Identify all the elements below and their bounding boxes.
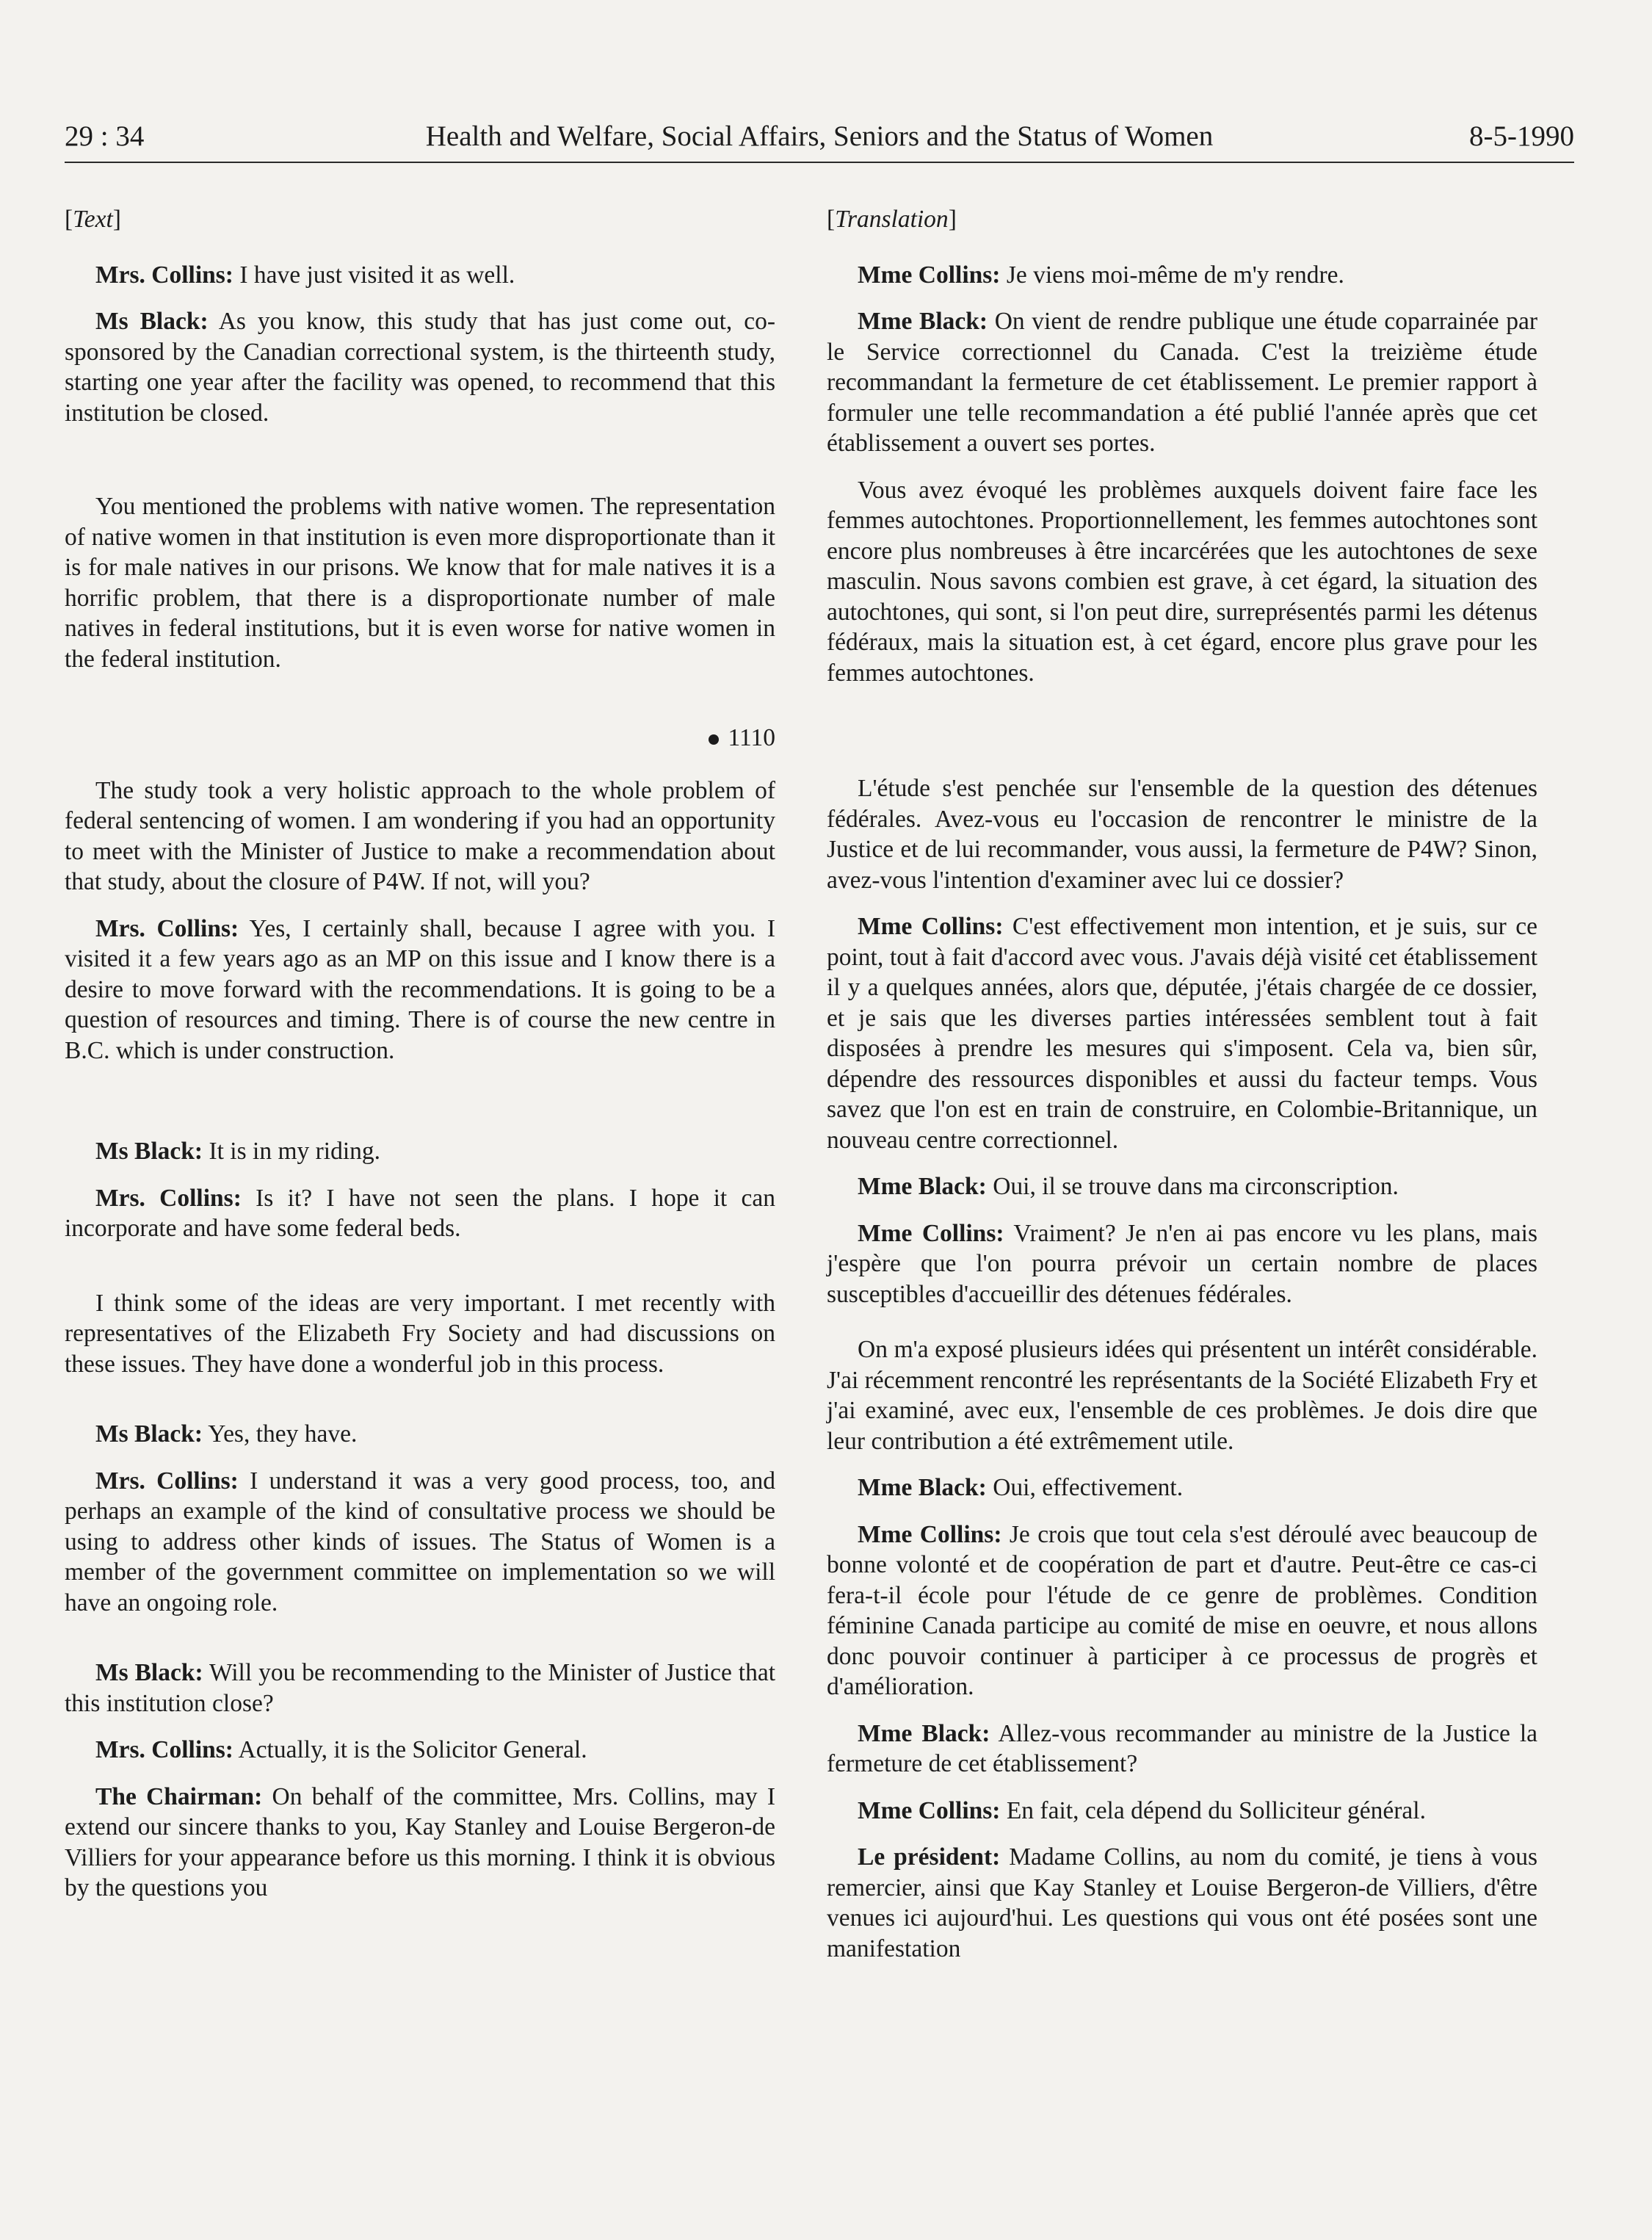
paragraph: On m'a exposé plusieurs idées qui présentent un intérêt considérable. J'ai récemment rencontré les représentants de la Société Elizabeth Fry et j'ai examiné, avec eux, l'ensemble de ces problèmes. Je dois dire que leur contribution a été extrêmement utile.: [827, 1336, 1537, 1455]
paragraph: Vous avez évoqué les problèmes auxquels doivent faire face les femmes autochtones. Proportionnellement, les femmes autochtones sont encore plus nombreuses à être incarcérées que les autochtones de sexe masculin. Nous savons combien est grave, à cet égard, la situation des autochtones, qui sont, si l'on peut dire, surreprésentés parmi les détenus fédéraux, mais la situation est, à cet égard, encore plus grave pour les femmes autochtones.: [827, 476, 1537, 687]
speaker-name: Ms Black:: [95, 1420, 203, 1448]
speaker-name: Mrs. Collins:: [95, 914, 239, 942]
language-label: [Text]: [65, 206, 121, 233]
speaker-name: Mme Collins:: [858, 261, 1001, 289]
speaker-name: Le président:: [858, 1843, 1001, 1871]
page-title: Health and Welfare, Social Affairs, Seniors and the Status of Women: [425, 120, 1214, 152]
speaker-name: Mme Black:: [858, 1719, 990, 1747]
paragraph: Ms Black: As you know, this study that has just come out, co-sponsored by the Canadian correctional system, is the thirteenth study, starting one year after the facility was opened, to recommend that this institution be closed.: [65, 308, 776, 427]
speaker-name: Mme Black:: [858, 1173, 987, 1200]
speaker-name: Mrs. Collins:: [95, 1467, 239, 1495]
speaker-name: Mrs. Collins:: [95, 1736, 233, 1763]
paragraph: You mentioned the problems with native women. The representation of native women in that institution is even more disproportionate than it is for male natives in our prisons. We know that for male natives it is a horrific problem, that there is a disproportionate number of male natives in federal institutions, but it is even worse for native women in the federal institution.: [65, 493, 775, 673]
speaker-name: Mme Black:: [858, 308, 988, 335]
speaker-name: Mrs. Collins:: [95, 1184, 242, 1212]
speaker-name: Mme Collins:: [858, 1520, 1002, 1548]
paragraph: I think some of the ideas are very important. I met recently with representatives of the Elizabeth Fry Society and had discussions on these issues. They have done a wonderful job in this process.: [65, 1289, 775, 1378]
speaker-name: Mme Collins:: [858, 1796, 1001, 1824]
bullet-icon: [709, 734, 719, 745]
language-label: [Translation]: [827, 206, 957, 233]
paragraph: Mme Black: On vient de rendre publique une étude coparrainée par le Service correctionnel du Canada. C'est la treizième étude recommandant la fermeture de cet établissement. Le premier rapport à formuler une telle recommandation a été publié l'année après que cet établissement a ouvert ses portes.: [827, 308, 1538, 457]
paragraph: Ms Black: Will you be recommending to the Minister of Justice that this institution close?: [65, 1659, 776, 1717]
paragraph: Mme Collins: C'est effectivement mon intention, et je suis, sur ce point, tout à fait d'accord avec vous. J'avais déjà visité cet établissement il y a quelques années, alors que, députée, j'étais chargée de ce dossier, et je sais que les diverses parties intéressées semblent tout à fait disposées à prendre les mesures qui s'imposent. Cela va, bien sûr, dépendre des ressources disponibles et aussi du facteur temps. Vous savez que l'on est en train de construire, en Colombie-Britannique, un nouveau centre correctionnel.: [827, 913, 1537, 1154]
paragraph: Mme Black: Oui, il se trouve dans ma circonscription.: [858, 1173, 1399, 1200]
speaker-name: Ms Black:: [95, 1138, 203, 1165]
paragraph: Mme Black: Allez-vous recommander au ministre de la Justice la fermeture de cet établissement?: [827, 1719, 1537, 1777]
paragraph: L'étude s'est penchée sur l'ensemble de la question des détenues fédérales. Avez-vous eu l'occasion de rencontrer le ministre de la Justice et de lui recommander, vous aussi, la fermeture de P4W? Sinon, avez-vous l'intention d'examiner avec lui ce dossier?: [827, 775, 1537, 894]
paragraph: Le président: Madame Collins, au nom du comité, je tiens à vous remercier, ainsi que Kay Stanley et Louise Bergeron-de Villiers, d'être venues ici aujourd'hui. Les questions qui vous ont été posées sont une manifestation: [827, 1843, 1537, 1962]
time-marker: 1110: [65, 723, 775, 754]
paragraph: Mrs. Collins: Actually, it is the Solicitor General.: [95, 1736, 587, 1763]
speaker-name: Ms Black:: [95, 1659, 203, 1686]
speaker-name: Mrs. Collins:: [95, 261, 233, 289]
french-column: [827, 204, 1537, 1964]
english-column: [65, 204, 775, 1904]
paragraph: Mme Collins: Je viens moi-même de m'y rendre.: [858, 261, 1344, 289]
speaker-name: The Chairman:: [95, 1782, 263, 1810]
paragraph: Mrs. Collins: I understand it was a very good process, too, and perhaps an example of the kind of consultative process we should be using to address other kinds of issues. The Status of Women is a member of the government committee on implementation so we will have an ongoing role.: [65, 1467, 775, 1616]
paragraph: The study took a very holistic approach to the whole problem of federal sentencing of women. I am wondering if you had an opportunity to meet with the Minister of Justice to make a recommendation about that study, about the closure of P4W. If not, will you?: [65, 776, 775, 895]
speaker-name: Ms Black:: [95, 308, 209, 335]
page-date: 8-5-1990: [1469, 120, 1574, 152]
speaker-name: Mme Black:: [858, 1474, 987, 1501]
paragraph: Mme Black: Oui, effectivement.: [858, 1474, 1184, 1501]
paragraph: Ms Black: It is in my riding.: [95, 1138, 381, 1165]
paragraph: Mrs. Collins: Yes, I certainly shall, because I agree with you. I visited it a few years ago as an MP on this issue and I know there is a desire to move forward with the recommendations. It is going to be a question of resources and timing. There is of course the new centre in B.C. which is under construction.: [65, 914, 775, 1064]
page-number: 29 : 34: [65, 120, 145, 152]
paragraph: Mme Collins: Je crois que tout cela s'est déroulé avec beaucoup de bonne volonté et de coopération de part et d'autre. Peut-être ce cas-ci fera-t-il école pour l'étude de ce genre de problèmes. Condition féminine Canada participe au comité de mise en oeuvre, et nous allons donc pouvoir continuer à participer à ce processus de progrès et d'amélioration.: [827, 1520, 1537, 1700]
page-header: [65, 116, 1574, 157]
header-rule: [65, 162, 1574, 163]
paragraph: Mme Collins: Vraiment? Je n'en ai pas encore vu les plans, mais j'espère que l'on pourra prévoir un certain nombre de places susceptibles d'accueillir des détenues fédérales.: [827, 1219, 1537, 1308]
paragraph: Mrs. Collins: I have just visited it as well.: [95, 261, 515, 289]
paragraph: Ms Black: Yes, they have.: [95, 1420, 358, 1448]
paragraph: Mrs. Collins: Is it? I have not seen the plans. I hope it can incorporate and have some federal beds.: [65, 1184, 776, 1242]
paragraph: Mme Collins: En fait, cela dépend du Solliciteur général.: [858, 1796, 1426, 1824]
paragraph: The Chairman: On behalf of the committee, Mrs. Collins, may I extend our sincere thanks to you, Kay Stanley and Louise Bergeron-de Villiers for your appearance before us this morning. I think it is obvious by the questions you: [65, 1782, 775, 1901]
speaker-name: Mme Collins:: [858, 913, 1004, 940]
speaker-name: Mme Collins:: [858, 1219, 1004, 1247]
